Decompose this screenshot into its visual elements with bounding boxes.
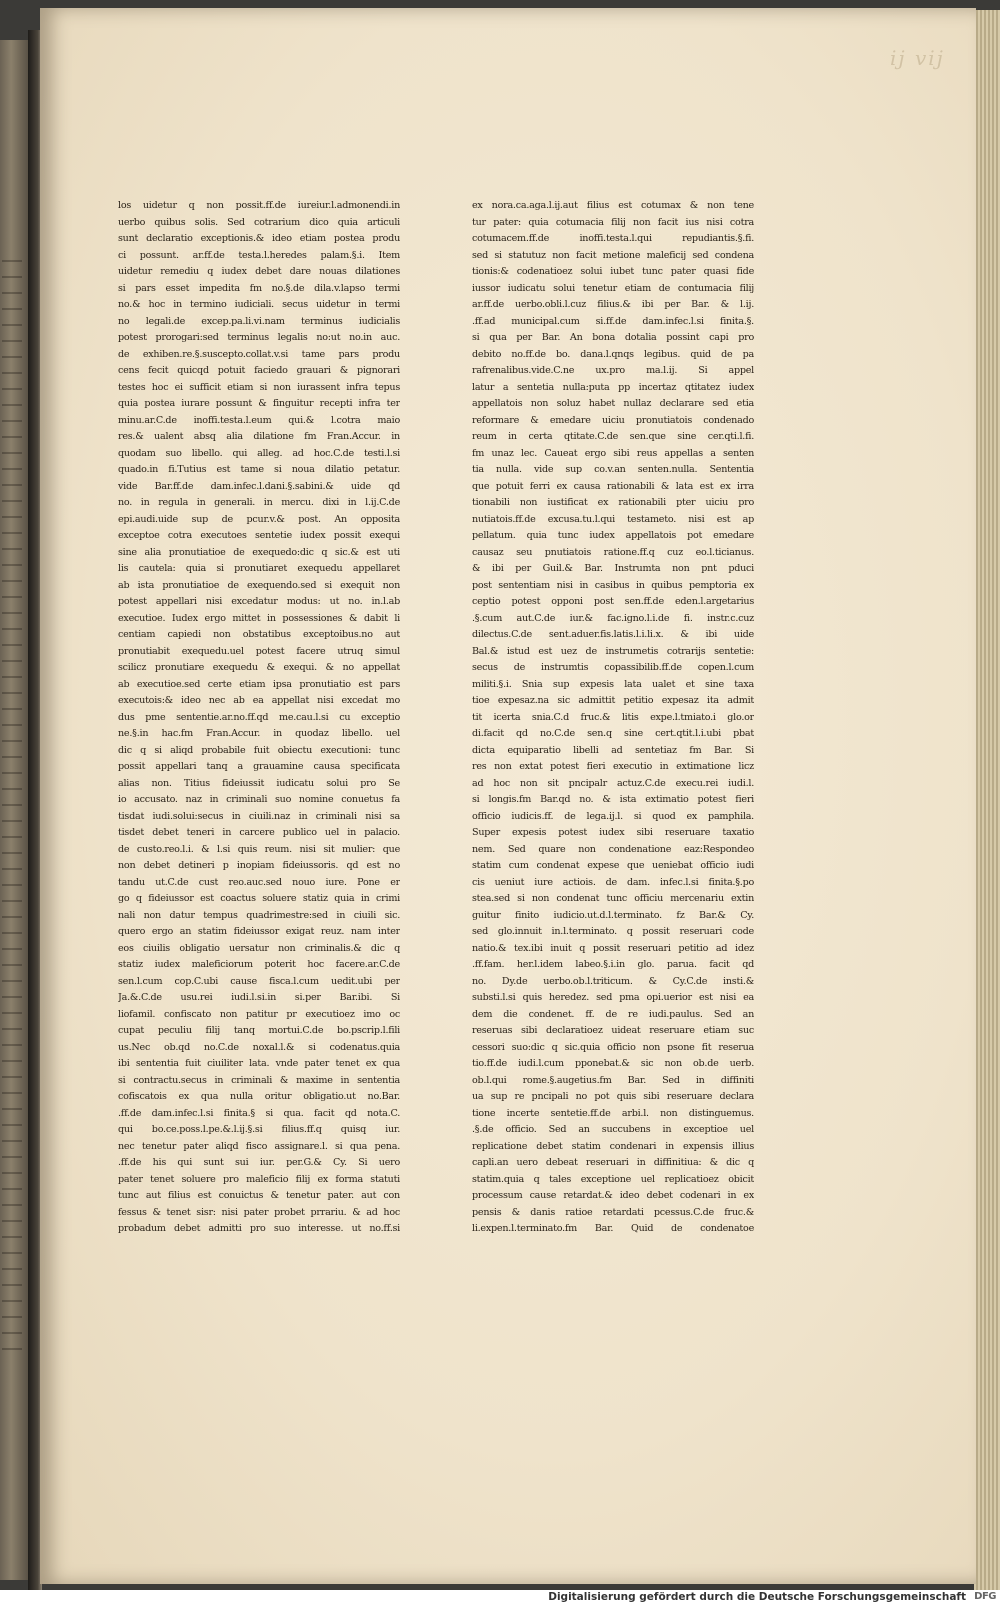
text-line: io accusato. naz in criminali suo nomine conuetus fa <box>118 794 400 805</box>
left-page-edge <box>0 40 28 1580</box>
text-line: centiam capiedi non obstatibus exceptoibus.no aut <box>118 629 400 640</box>
text-line: natio.& tex.ibi inuit q possit reseruari petitio ad idez <box>472 942 754 954</box>
text-line: no. Dy.de uerbo.ob.l.triticum. & Cy.C.de insti.& <box>472 975 754 987</box>
text-line: .ff.de dam.infec.l.si finita.§ si qua. facit qd nota.C. <box>118 1107 400 1119</box>
text-line: ar.ff.de uerbo.obli.l.cuz filius.& ibi per Bar. & l.ij. <box>472 299 754 310</box>
text-line: res.& ualent absq alia dilatione fm Fran.Accur. in <box>118 431 400 442</box>
text-line: ad hoc non sit pncipalr actuz.C.de execu.rei iudi.l. <box>472 777 754 789</box>
left-page-text-strip <box>2 260 22 1360</box>
text-line: nali non datur tempus quadrimestre:sed in ciuili sic. <box>118 909 400 921</box>
text-line: rafrenalibus.vide.C.ne ux.pro ma.l.ij. Si appel <box>472 365 754 376</box>
text-line: no legali.de excep.pa.li.vi.nam terminus iudicialis <box>118 315 400 327</box>
text-line: pensis & danis ratioe retardati pcessus.C.de fruc.& <box>472 1206 754 1218</box>
dfg-logo: DFG <box>974 1591 996 1602</box>
text-column-right <box>472 198 754 1238</box>
text-line: de exhiben.re.§.suscepto.collat.v.si tame pars produ <box>118 348 400 360</box>
text-line: executioe. Iudex ergo mittet in possessiones & dabit li <box>118 612 400 624</box>
text-line: replicatione debet statim condenari in expensis illius <box>472 1140 754 1152</box>
text-line: si qua per Bar. An bona dotalia possint capi pro <box>472 332 754 343</box>
text-line: .ff.fam. her.l.idem labeo.§.i.in glo. parua. facit qd <box>472 959 754 970</box>
text-line: pellatum. quia tunc iudex appellatois pot emedare <box>472 530 754 541</box>
text-line: debito no.ff.de bo. dana.l.qnqs legibus. quid de pa <box>472 348 754 360</box>
text-line: vide Bar.ff.de dam.infec.l.dani.§.sabini.& uide qd <box>118 480 400 492</box>
text-line: no.& hoc in termino iudiciali. secus uidetur in termi <box>118 299 400 310</box>
text-line: probadum debet admitti pro suo interesse. ut no.ff.si <box>118 1223 400 1234</box>
text-line: cis ueniut iure actiois. de dam. infec.l.si finita.§.po <box>472 876 754 888</box>
text-line: tionabili non iustificat ex rationabili pter uiciu pro <box>472 497 754 508</box>
text-line: tione incerte sentetie.ff.de arbi.l. non distinguemus. <box>472 1107 754 1119</box>
text-line: ab executioe.sed certe etiam ipsa pronutiatio est pars <box>118 678 400 690</box>
text-line: qui bo.ce.poss.l.pe.&.l.ij.§.si filius.ff.q quisq iur. <box>118 1124 400 1135</box>
text-line: sen.l.cum cop.C.ubi cause fisca.l.cum uedit.ubi per <box>118 975 400 987</box>
text-line: latur a sentetia nulla:puta pp incertaz qtitatez iudex <box>472 381 754 393</box>
text-line: potest appellari nisi excedatur modus: ut no. in.l.ab <box>118 596 400 607</box>
text-line: tunc aut filius est conuictus & tenetur pater. aut con <box>118 1190 400 1201</box>
text-line: fm unaz lec. Caueat ergo sibi reus appellas a senten <box>472 447 754 459</box>
text-line: cessori suo:dic q sic.quia officio non psone fit reserua <box>472 1041 754 1053</box>
text-line: causaz seu pnutiatois ratione.ff.q cuz eo.l.ticianus. <box>472 546 754 558</box>
text-line: guitur finito iudicio.ut.d.l.terminato. fz Bar.& Cy. <box>472 909 754 921</box>
text-line: ua sup re pncipali no pot quis sibi reseruare declara <box>472 1091 754 1102</box>
text-line: tio.ff.de iudi.l.cum pponebat.& sic non ob.de uerb. <box>472 1058 754 1069</box>
text-line: eos ciuilis obligatio uersatur non criminalis.& dic q <box>118 942 400 954</box>
folio-mark: ij vij <box>890 46 945 70</box>
text-line: epi.audi.uide sup de pcur.v.& post. An opposita <box>118 513 400 525</box>
text-line: officio iudicis.ff. de lega.ij.l. si quod ex pamphila. <box>472 810 754 822</box>
text-line: .§.cum aut.C.de iur.& fac.igno.l.i.de fi. instr.c.cuz <box>472 612 754 624</box>
text-line: minu.ar.C.de inoffi.testa.l.eum qui.& l.cotra maio <box>118 414 400 426</box>
text-line: ceptio potest opponi post sen.ff.de eden.l.argetarius <box>472 596 754 607</box>
text-line: substi.l.si quis heredez. sed pma opi.uerior est nisi ea <box>472 992 754 1003</box>
funding-credit: Digitalisierung gefördert durch die Deutsche Forschungsgemeinschaft <box>548 1591 966 1603</box>
text-line: .§.de officio. Sed an succubens in exceptioe uel <box>472 1124 754 1135</box>
text-line: processum cause retardat.& ideo debet codenari in ex <box>472 1190 754 1201</box>
text-line: & ibi per Guil.& Bar. Instrumta non pnt pduci <box>472 563 754 574</box>
text-line: Bal.& istud est uez de instrumetis cotrarijs sentetie: <box>472 645 754 657</box>
text-line: dic q si aliqd probabile fuit obiectu executioni: tunc <box>118 744 400 756</box>
text-line: nutiatois.ff.de excusa.tu.l.qui testameto. nisi est ap <box>472 513 754 525</box>
footer-bar <box>0 1590 1000 1606</box>
text-line: .ff.ad municipal.cum si.ff.de dam.infec.l.si finita.§. <box>472 315 754 327</box>
text-line: uerbo quibus solis. Sed cotrarium dico quia articuli <box>118 216 400 228</box>
text-line: sunt declaratio exceptionis.& ideo etiam postea produ <box>118 233 400 244</box>
text-line: tandu ut.C.de cust reo.auc.sed nouo iure. Pone er <box>118 876 400 888</box>
text-line: dem die condenet. ff. de re iudi.paulus. Sed an <box>472 1008 754 1020</box>
text-line: sine alia pronutiatioe de exequedo:dic q sic.& est uti <box>118 546 400 558</box>
text-line: cens fecit quicqd potuit faciedo grauari & pignorari <box>118 365 400 376</box>
text-line: alias non. Titius fideiussit iudicatu solui pro Se <box>118 777 400 789</box>
text-line: quero ergo an statim fideiussor exigat reuz. nam inter <box>118 926 400 937</box>
text-line: potest prorogari:sed terminus legalis no:ut no.in auc. <box>118 332 400 343</box>
text-line: si pars esset impedita fm no.§.de dila.v.lapso termi <box>118 282 400 294</box>
text-line: nec tenetur pater aliqd fisco assignare.l. si qua pena. <box>118 1140 400 1152</box>
text-line: uidetur remediu q iudex debet dare nouas dilationes <box>118 266 400 277</box>
text-line: tia nulla. vide sup co.v.an senten.nulla. Sententia <box>472 464 754 475</box>
text-line: tisdat iudi.solui:secus in ciuili.naz in criminali nisi sa <box>118 810 400 822</box>
book-page <box>40 8 976 1584</box>
text-line: ab ista pronutiatioe de exequendo.sed si exequit non <box>118 579 400 591</box>
text-line: testes hoc ei sufficit etiam si non iurassent infra tepus <box>118 381 400 393</box>
text-line: Ja.&.C.de usu.rei iudi.l.si.in si.per Bar.ibi. Si <box>118 992 400 1003</box>
text-line: dus pme sententie.ar.no.ff.qd me.cau.l.si cu exceptio <box>118 711 400 723</box>
text-line: quodam suo libello. qui alleg. ad hoc.C.de testi.l.si <box>118 447 400 459</box>
text-line: cupat peculiu filij tanq mortui.C.de bo.pscrip.l.fili <box>118 1025 400 1036</box>
text-line: tionis:& codenatioez solui iubet tunc pater quasi fide <box>472 266 754 277</box>
text-line: pronutiabit exequedu.uel potest facere utruq simul <box>118 645 400 657</box>
text-line: quia postea iurare possunt & finguitur recepti infra ter <box>118 398 400 409</box>
text-line: executois:& ideo nec ab ea appellat nisi excedat mo <box>118 695 400 706</box>
text-line: statim cum condenat expese que ueniebat officio iudi <box>472 860 754 871</box>
page-stack-edge <box>974 10 1000 1590</box>
text-line: quado.in fi.Tutius est tame si noua dilatio petatur. <box>118 464 400 475</box>
text-line: pater tenet soluere pro maleficio filij ex forma statuti <box>118 1173 400 1185</box>
text-line: militi.§.i. Snia sup expesis lata ualet et sine taxa <box>472 678 754 690</box>
text-line: dicta equiparatio libelli ad sentetiaz fm Bar. Si <box>472 744 754 756</box>
text-line: ibi sententia fuit ciuiliter lata. vnde pater tenet ex qua <box>118 1058 400 1069</box>
text-line: capli.an uero debeat reseruari in diffinitiua: & dic q <box>472 1157 754 1168</box>
text-line: li.expen.l.terminato.fm Bar. Quid de condenatoe <box>472 1223 754 1234</box>
text-line: sed glo.innuit in.l.terminato. q possit reseruari code <box>472 926 754 937</box>
text-line: us.Nec ob.qd no.C.de noxal.l.& si codenatus.quia <box>118 1041 400 1053</box>
text-line: si contractu.secus in criminali & maxime in sententia <box>118 1074 400 1086</box>
text-line: lis cautela: quia si pronutiaret exequedu appellaret <box>118 563 400 574</box>
text-line: possit appellari tanq a grauamine causa specificata <box>118 761 400 772</box>
text-line: go q fideiussor est coactus soluere statiz quia in crimi <box>118 893 400 904</box>
text-line: los uidetur q non possit.ff.de iureiur.l.admonendi.in <box>118 200 400 211</box>
text-line: appellatois non soluz habet nullaz declarare sed etia <box>472 398 754 409</box>
text-line: reformare & emedare uiciu pronutiatois condenado <box>472 414 754 426</box>
text-line: scilicz pronutiare exequedu & exequi. & no appellat <box>118 662 400 673</box>
text-line: cofiscatois ex qua nulla oritur obligatio.ut no.Bar. <box>118 1091 400 1102</box>
text-line: que potuit ferri ex causa rationabili & lata est ex irra <box>472 480 754 492</box>
text-line: no. in regula in generali. in mercu. dixi in l.ij.C.de <box>118 497 400 508</box>
text-line: secus de instrumtis copassibilib.ff.de copen.l.cum <box>472 662 754 673</box>
text-line: tioe expesaz.na sic admittit petitio expesaz ita admit <box>472 695 754 706</box>
text-line: non debet detineri p inopiam fideiussoris. qd est no <box>118 860 400 871</box>
text-line: ex nora.ca.aga.l.ij.aut filius est cotumax & non tene <box>472 200 754 211</box>
text-line: dilectus.C.de sent.aduer.fis.latis.l.i.li.x. & ibi uide <box>472 629 754 640</box>
text-line: reum in certa qtitate.C.de sen.que sine cer.qti.l.fi. <box>472 431 754 442</box>
text-line: liofamil. confiscato non patitur pr executioez imo oc <box>118 1008 400 1020</box>
text-line: exceptoe cotra executoes sentetie iudex possit exequi <box>118 530 400 541</box>
text-column-left <box>118 198 400 1238</box>
text-line: si longis.fm Bar.qd no. & ista extimatio potest fieri <box>472 794 754 805</box>
text-line: tisdet debet teneri in carcere publico uel in palacio. <box>118 827 400 838</box>
text-line: ne.§.in hac.fm Fran.Accur. in quodaz libello. uel <box>118 728 400 739</box>
text-line: statim.quia q tales exceptione uel replicatioez obicit <box>472 1173 754 1185</box>
text-line: stea.sed si non condenat tunc officiu mercenariu extin <box>472 893 754 904</box>
text-line: res non extat potest fieri executio in extimatione licz <box>472 761 754 772</box>
text-line: cotumacem.ff.de inoffi.testa.l.qui repudiantis.§.fi. <box>472 233 754 244</box>
text-line: fessus & tenet sisr: nisi pater probet prrariu. & ad hoc <box>118 1206 400 1218</box>
text-line: sed si statutuz non facit metione maleficij sed condena <box>472 249 754 261</box>
text-line: .ff.de his qui sunt sui iur. per.G.& Cy. Si uero <box>118 1157 400 1168</box>
text-line: Super expesis potest iudex sibi reseruare taxatio <box>472 827 754 838</box>
text-line: reseruas sibi declaratioez uideat reseruare etiam suc <box>472 1025 754 1036</box>
text-line: post sententiam nisi in casibus in quibus pemptoria ex <box>472 579 754 591</box>
text-line: nem. Sed quare non condenatione eaz:Respondeo <box>472 843 754 855</box>
text-line: iussor iudicatu solui tenetur etiam de contumacia filij <box>472 282 754 294</box>
text-line: ci possunt. ar.ff.de testa.l.heredes palam.§.i. Item <box>118 249 400 261</box>
text-line: de custo.reo.l.i. & l.si quis reum. nisi sit mulier: que <box>118 843 400 855</box>
text-line: ob.l.qui rome.§.augetius.fm Bar. Sed in diffiniti <box>472 1074 754 1086</box>
text-line: tit icerta snia.C.d fruc.& litis expe.l.tmiato.i glo.or <box>472 711 754 723</box>
text-line: tur pater: quia cotumacia filij non facit ius nisi cotra <box>472 216 754 228</box>
text-line: statiz iudex maleficiorum poterit hoc facere.ar.C.de <box>118 959 400 970</box>
text-line: di.facit qd no.C.de sen.q sine cert.qtit.l.i.ubi pbat <box>472 728 754 739</box>
